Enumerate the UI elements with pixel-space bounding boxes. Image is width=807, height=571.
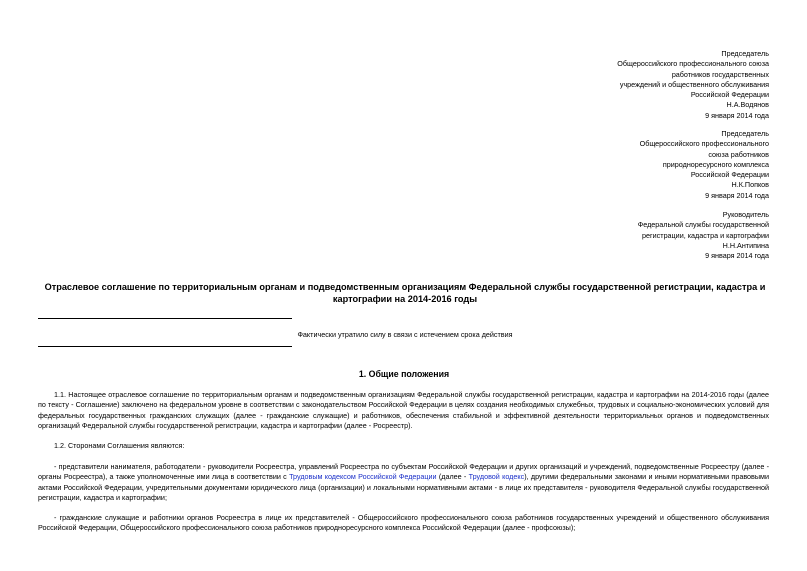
signature-line: Председатель (721, 129, 769, 138)
signature-block-trade-union-natural-resources (640, 129, 769, 201)
signature-line: союза работников (708, 149, 769, 159)
signature-block-rosreestr-head (638, 210, 769, 261)
section-heading: 1. Общие положения (358, 369, 450, 379)
signature-line: регистрации, кадастра и картографии (642, 230, 769, 240)
paragraph-1-2: 1.2. Сторонами Соглашения являются: (54, 441, 185, 450)
paragraph-text: - представители нанимателя, работодатели - руководители Росреестра, управлений Росреестра по субъектам Российской Федерации и других организаций и учреждений, подведомственные Росреестру (далее - органы Росреестра), а также уполномоченные ими лица в соответствии с (38, 462, 769, 482)
signature-line: Общероссийского профессионального союза (617, 59, 769, 69)
divider-bottom (38, 346, 292, 347)
paragraph-text: (далее - (436, 472, 469, 482)
signature-date: 9 января 2014 года (705, 251, 769, 261)
signature-line: работников государственных (671, 69, 769, 79)
signature-line: Российской Федерации (690, 90, 769, 100)
signature-date: 9 января 2014 года (705, 110, 769, 120)
paragraph-parties-unions: - гражданские служащие и работники органов Росреестра в лице их представителей - Общероссийского профессионального союза работников государственных учреждений и общественного обслуживания Российской Федерации, Общероссийского профессионального союза работников природноресурсного комплекса Российской Федерации (далее - профсоюзы); (38, 513, 769, 533)
divider-top (38, 318, 292, 319)
labor-code-short-link[interactable]: Трудовой кодекс (468, 472, 525, 482)
signatory-name: Н.Н.Антипина (722, 240, 769, 250)
paragraph-1-1: 1.1. Настоящее отраслевое соглашение по территориальным органам и подведомственным организациям Федеральной службы государственной регистрации, кадастра и картографии на 2014-2016 годы (далее по тексту - Соглашение) заключено на федеральном уровне в соответствии с законодательством Российской Федерации в целях создания необходимых служебных, трудовых и социально-экономических условий для федеральных государственных гражданских служащих (далее - гражданские служащие) и работников, обеспечения стабильной и эффективной деятельности территориальных органов и подведомственных организаций Федеральной службы государственной регистрации, кадастра и картографии (далее - Росреестр). (38, 390, 769, 431)
signatory-name: Н.К.Попков (731, 180, 769, 190)
signature-line: природноресурсного комплекса (662, 159, 769, 169)
status-note: Фактически утратило силу в связи с истечением срока действия (297, 330, 513, 339)
signature-line: Федеральной службы государственной (637, 220, 769, 230)
signatory-name: Н.А.Водянов (726, 100, 769, 110)
signature-block-trade-union-public-service (617, 49, 769, 121)
signature-line: Российской Федерации (690, 170, 769, 180)
document-title: Отраслевое соглашение по территориальным органам и подведомственным организациям Федеральной службы государственной регистрации, кадастра и картографии на 2014-2016 годы (44, 282, 766, 304)
signature-line: Общероссийского профессионального (639, 139, 769, 149)
signature-line: Руководитель (722, 210, 769, 219)
paragraph-parties-employers (38, 462, 769, 504)
signature-date: 9 января 2014 года (705, 190, 769, 200)
signature-line: учреждений и общественного обслуживания (619, 79, 769, 89)
labor-code-link[interactable]: Трудовым кодексом Российской Федерации (289, 472, 437, 482)
paragraph-text: ), другими федеральными законами и иными нормативными правовыми актами Российской Федерации, учредительными документами юридического лица (организации) и локальными нормативными актами - в лице их представителя - руководителя Федеральной службы государственной регистрации, кадастра и картографии; (38, 472, 769, 503)
signature-line: Председатель (721, 49, 769, 58)
